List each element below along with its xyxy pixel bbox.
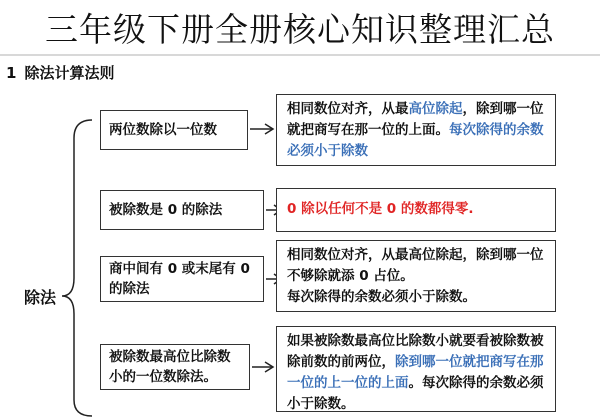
description-1-highlight-2: 每次除得的余数必须小于除数 xyxy=(287,122,544,159)
description-1-part-1: 相同数位对齐，从最 xyxy=(287,101,409,117)
description-box-1 xyxy=(276,94,556,166)
root-label: 除法 xyxy=(24,288,57,307)
title-divider xyxy=(0,54,600,56)
description-1-part-2: ，除到哪一位就把商写在那一位的上面。 xyxy=(287,101,544,138)
section-heading xyxy=(6,62,114,83)
brace-connector xyxy=(60,118,100,418)
category-box-4 xyxy=(100,344,250,390)
category-label-3: 商中间有 0 或末尾有 0 的除法 xyxy=(109,261,250,297)
description-3-part-2: 每次除得的余数必须小于除数。 xyxy=(287,289,476,305)
description-box-4 xyxy=(276,326,556,412)
category-label-1: 两位数除以一位数 xyxy=(109,122,217,138)
description-3-part-1: 相同数位对齐，从最高位除起，除到哪一位不够除就添 0 占位。 xyxy=(287,247,544,284)
category-box-3 xyxy=(100,256,264,302)
category-box-1 xyxy=(100,110,248,150)
description-1-highlight-1: 高位除起 xyxy=(408,101,463,117)
arrow-4 xyxy=(252,360,278,374)
category-label-4: 被除数最高位比除数小的一位数除法。 xyxy=(109,349,231,385)
description-2-text: 0 除以任何不是 0 的数都得零. xyxy=(287,201,474,217)
category-label-2: 被除数是 0 的除法 xyxy=(109,202,223,218)
page-title: 三年级下册全册核心知识整理汇总 xyxy=(45,10,555,49)
description-4-highlight: 除到哪一位就把商写在那一位的上一位的上面 xyxy=(287,354,544,391)
section-number: 1 xyxy=(6,64,17,82)
arrow-1 xyxy=(250,122,278,136)
section-label: 除法计算法则 xyxy=(24,64,115,82)
description-box-2 xyxy=(276,188,556,232)
description-4-part-2: 。每次除得的余数必须小于除数。 xyxy=(287,375,544,412)
description-4-part-1: 如果被除数最高位比除数小就要看被除数被除前数的前两位， xyxy=(287,333,544,370)
category-box-2 xyxy=(100,190,264,230)
description-box-3 xyxy=(276,240,556,312)
